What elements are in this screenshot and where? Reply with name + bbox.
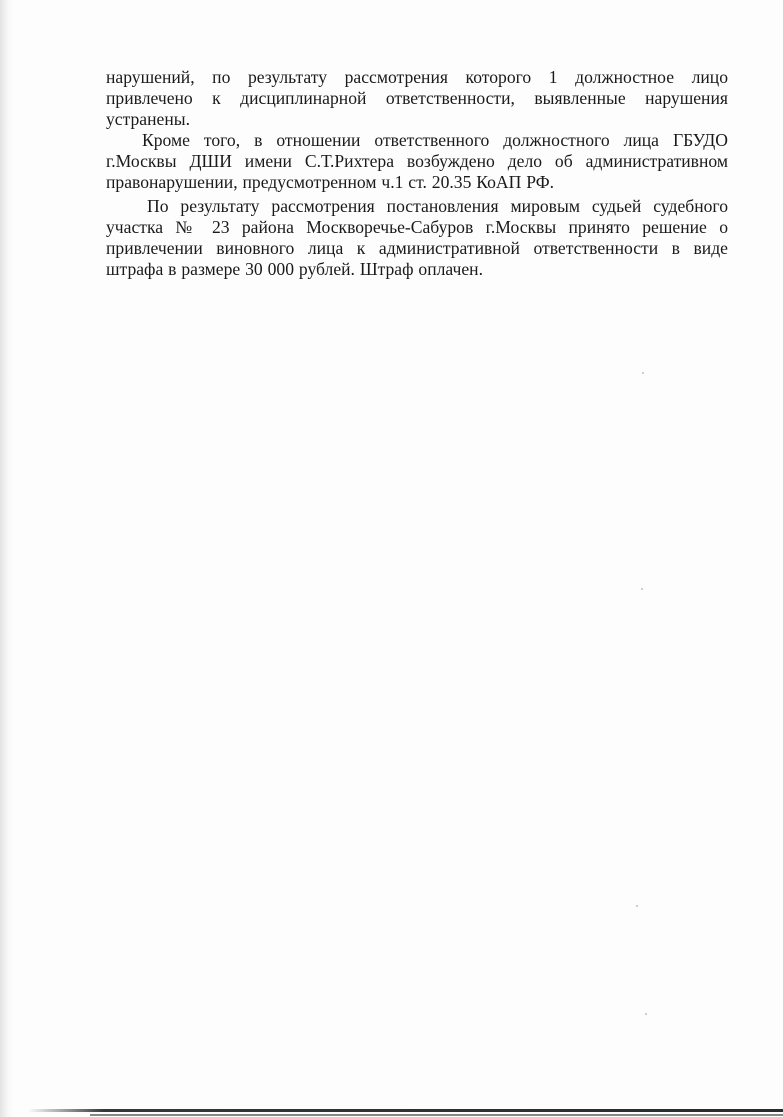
scan-speck: [642, 372, 644, 374]
paragraph-violations-result: нарушений, по результату рассмотрения которого 1 должностное лицо привлечено к дисциплинарной ответственности, выявленные нарушения устранены.: [106, 67, 728, 129]
document-body: [106, 67, 728, 280]
scan-edge-shadow: [0, 0, 14, 1117]
scan-bottom-edge-shadow: [90, 1114, 783, 1116]
scan-bottom-edge: [28, 1109, 783, 1112]
scan-speck: [645, 1013, 647, 1015]
paragraph-administrative-case: Кроме того, в отношении ответственного должностного лица ГБУДО г.Москвы ДШИ имени С.Т.Рихтера возбуждено дело об административном правонарушении, предусмотренном ч.1 ст. 20.35 КоАП РФ.: [106, 130, 728, 192]
scan-speck: [641, 588, 643, 590]
paragraph-court-decision: По результату рассмотрения постановления мировым судьей судебного участка № 23 района Москворечье-Сабуров г.Москвы принято решение о привлечении виновного лица к административной ответственности в виде штрафа в размере 30 000 рублей. Штраф оплачен.: [106, 196, 728, 279]
scan-speck: [636, 905, 638, 907]
